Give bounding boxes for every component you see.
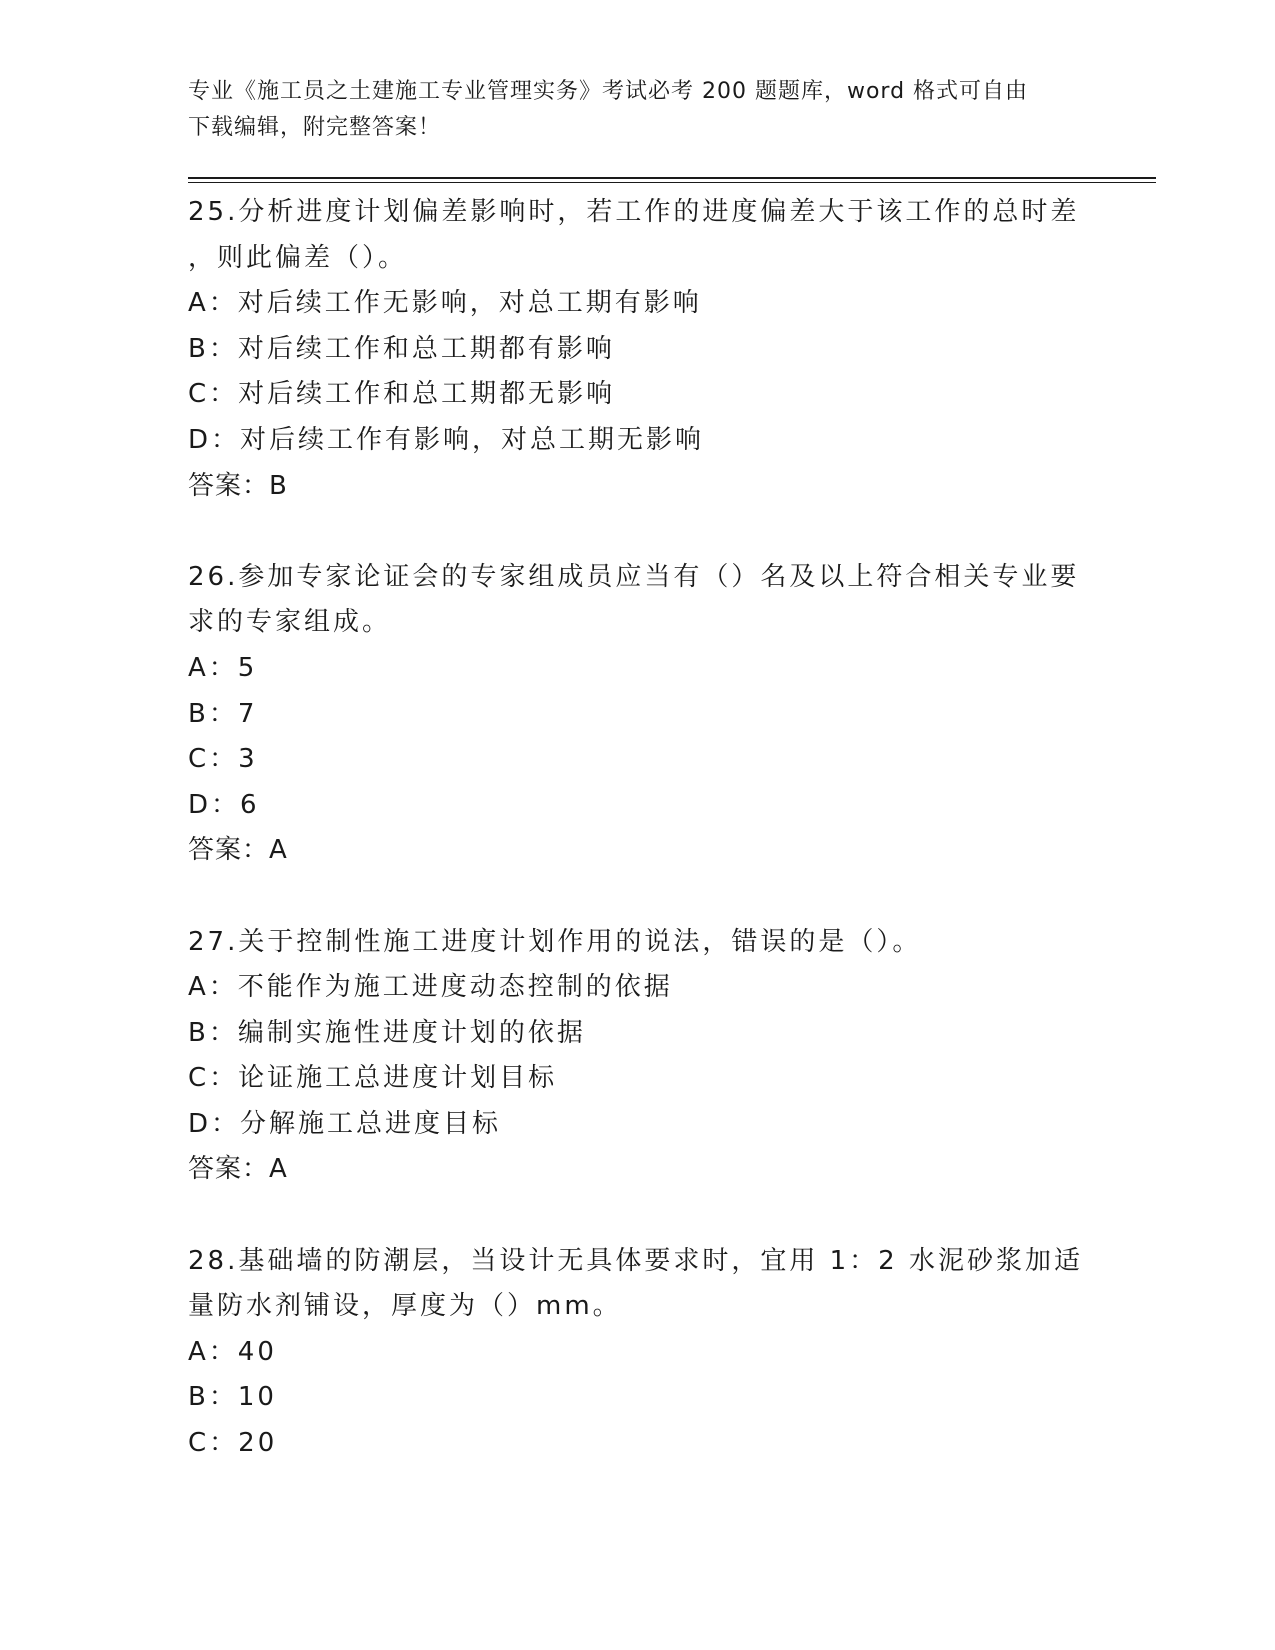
question-text: 求的专家组成。: [188, 607, 392, 638]
answer: 答案：B: [188, 470, 288, 501]
header-divider-top: [188, 177, 1156, 179]
header-line-1: 专业《施工员之土建施工专业管理实务》考试必考 200 题题库，word 格式可自由: [188, 79, 1029, 104]
option-c: C：20: [188, 1428, 278, 1459]
option-d: D：分解施工总进度目标: [188, 1108, 502, 1139]
question-list: [188, 190, 1088, 1467]
answer: 答案：A: [188, 1154, 288, 1185]
question-text: 量防水剂铺设，厚度为（）mm。: [188, 1291, 622, 1322]
option-b: B：对后续工作和总工期都有影响: [188, 333, 615, 364]
header-line-2: 下载编辑，附完整答案！: [188, 115, 442, 140]
question-text: 25.分析进度计划偏差影响时，若工作的进度偏差大于该工作的总时差: [188, 197, 1080, 227]
option-c: C：对后续工作和总工期都无影响: [188, 379, 616, 410]
option-a: A：不能作为施工进度动态控制的依据: [188, 972, 673, 1003]
option-b: B：10: [188, 1382, 277, 1413]
option-c: C：3: [188, 744, 258, 775]
spacer: [188, 509, 1088, 555]
document-header: [188, 74, 1068, 146]
question-text: 28.基础墙的防潮层，当设计无具体要求时，宜用 1：2 水泥砂浆加适: [188, 1245, 1083, 1276]
question-28: [188, 1239, 1088, 1467]
question-26: [188, 555, 1088, 874]
question-text: 26.参加专家论证会的专家组成员应当有（）名及以上符合相关专业要: [188, 561, 1080, 592]
spacer: [188, 1193, 1088, 1239]
spacer: [188, 874, 1088, 920]
option-b: B：编制实施性进度计划的依据: [188, 1017, 586, 1048]
option-a: A：5: [188, 652, 258, 683]
option-a: A：40: [188, 1336, 277, 1367]
answer: 答案：A: [188, 835, 288, 866]
option-c: C：论证施工总进度计划目标: [188, 1063, 558, 1094]
option-b: B：7: [188, 698, 258, 729]
option-a: A：对后续工作无影响，对总工期有影响: [188, 288, 702, 319]
question-text: 27.关于控制性施工进度计划作用的说法，错误的是（）。: [188, 926, 922, 957]
question-text: ，则此偏差（）。: [188, 242, 408, 273]
option-d: D：6: [188, 789, 260, 820]
header-divider-bottom: [188, 182, 1156, 183]
question-25: [188, 190, 1088, 509]
question-27: [188, 920, 1088, 1194]
option-d: D：对后续工作有影响，对总工期无影响: [188, 424, 705, 455]
